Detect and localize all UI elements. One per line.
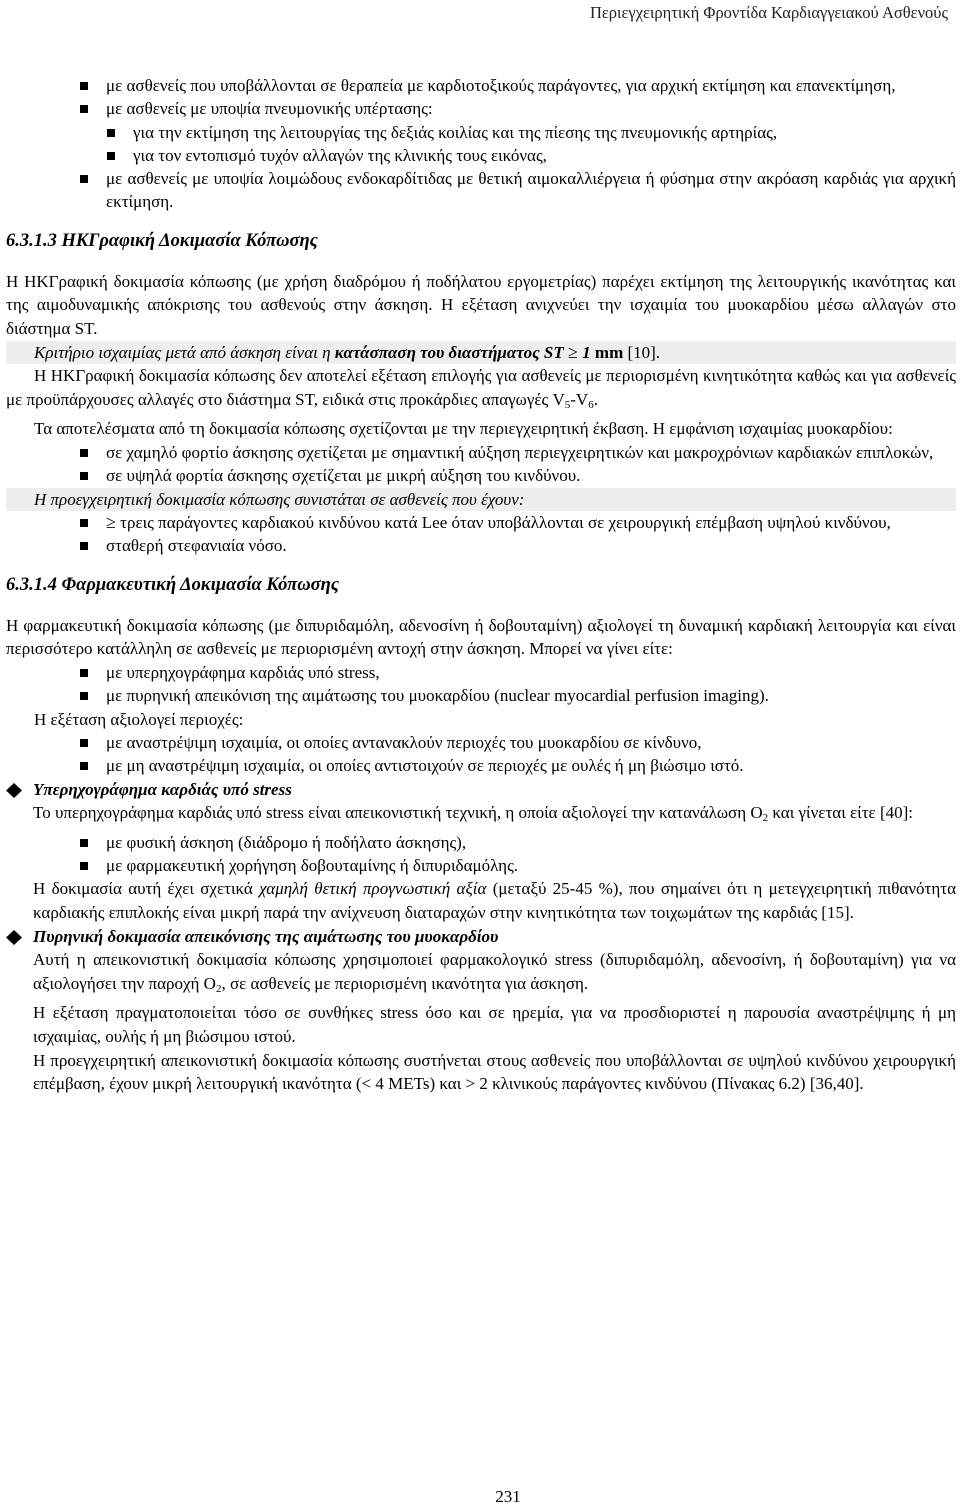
square-bullet-icon (80, 105, 88, 113)
square-bullet-icon (107, 152, 115, 160)
list-item: με ασθενείς με υποψία πνευμονικής υπέρτασης: (6, 97, 956, 120)
diamond-bullet-icon (6, 783, 22, 798)
paragraph: Η ΗΚΓραφική δοκιμασία κόπωσης δεν αποτελεί εξέταση επιλογής για ασθενείς με περιορισμένη κινητικότητα καθώς και για ασθενείς με προϋπάρχουσες αλλαγές στο διάστημα ST, ειδικά στις προκάρδιες απαγωγές $V_5-V_6$. (6, 366, 956, 411)
list-item: σταθερή στεφανιαία νόσο. (6, 534, 956, 557)
paragraph: Η προεγχειρητική απεικονιστική δοκιμασία κόπωσης συστήνεται στους ασθενείς που υποβάλλονται σε υψηλού κινδύνου χειρουργική επέμβαση, έχουν μικρή λειτουργική ικανότητα (< 4 METs) και > 2 κλινικούς παράγοντες κινδύνου (Πίνακας 6.2) [36,40]. (33, 1050, 956, 1094)
square-bullet-icon (80, 472, 88, 480)
list-item: με ασθενείς με υποψία λοιμώδους ενδοκαρδίτιδας με θετική αιμοκαλλιέργεια ή φύσημα στην ακρόαση καρδιάς για αρχική εκτίμηση. (6, 167, 956, 214)
list-item: με ασθενείς που υποβάλλονται σε θεραπεία με καρδιοτοξικούς παράγοντες, για αρχική εκτίμηση και επανεκτίμηση, (6, 74, 956, 97)
paragraph: Η φαρμακευτική δοκιμασία κόπωσης (με διπυριδαμόλη, αδενοσίνη ή δοβουταμίνη) αξιολογεί τη δυναμική καρδιακή λειτουργία και είναι περισσότερο κατάλληλη σε ασθενείς με περιορισμένη αντοχή στην άσκηση. Μπορεί να γίνει είτε: (6, 615, 956, 659)
paragraph: Η ΗΚΓραφική δοκιμασία κόπωσης (με χρήση διαδρόμου ή ποδήλατου εργομετρίας) παρέχει εκτίμηση της λειτουργικής ικανότητας και της αιμοδυναμικής απόκρισης του ασθενούς στην άσκηση. Η εξέταση ανιχνεύει την ισχαιμία του μυοκαρδίου μέσω αλλαγών στο διάστημα ST. (6, 271, 956, 338)
page-number: 231 (495, 1487, 521, 1506)
list-item: με πυρηνική απεικόνιση της αιμάτωσης του μυοκαρδίου (nuclear myocardial perfusion imaging). (6, 684, 956, 707)
recommendation-line: Η προεγχειρητική δοκιμασία κόπωσης συνιστάται σε ασθενείς που έχουν: (6, 488, 956, 512)
square-bullet-icon (80, 669, 88, 677)
list-item: ≥ τρεις παράγοντες καρδιακού κινδύνου κατά Lee όταν υποβάλλονται σε χειρουργική επέμβαση υψηλού κινδύνου, (6, 511, 956, 534)
subsection-title: Πυρηνική δοκιμασία απεικόνισης της αιμάτωσης του μυοκαρδίου (6, 925, 956, 949)
list-item: για την εκτίμηση της λειτουργίας της δεξιάς κοιλίας και της πίεσης της πνευμονικής αρτηρίας, (6, 121, 956, 144)
square-bullet-icon (80, 82, 88, 90)
square-bullet-icon (80, 175, 88, 183)
list-item: με αναστρέψιμη ισχαιμία, οι οποίες αντανακλούν περιοχές του μυοκαρδίου σε κίνδυνο, (6, 731, 956, 754)
criterion-line: Κριτήριο ισχαιμίας μετά από άσκηση είναι η κατάσπαση του διαστήματος ST ≥ 1 mm [10]. (6, 341, 956, 365)
paragraph: Το υπερηχογράφημα καρδιάς υπό stress είναι απεικονιστική τεχνική, η οποία αξιολογεί την κατανάλωση $O_2$ και γίνεται είτε [40]: (33, 803, 913, 825)
paragraph: Αυτή η απεικονιστική δοκιμασία κόπωσης χρησιμοποιεί φαρμακολογικό stress (διπυριδαμόλη, αδενοσίνη, ή δοβουταμίνη) για να αξιολογήσει την παροχή $O_2$, σε ασθενείς με περιορισμένη ικανότητα για άσκηση. (33, 950, 956, 995)
list-item: με μη αναστρέψιμη ισχαιμία, οι οποίες αντιστοιχούν σε περιοχές με ουλές ή μη βιώσιμο ιστό. (6, 754, 956, 777)
square-bullet-icon (80, 519, 88, 527)
square-bullet-icon (80, 862, 88, 870)
page-body (6, 74, 956, 1096)
list-item: με υπερηχογράφημα καρδιάς υπό stress, (6, 661, 956, 684)
list-item: με φυσική άσκηση (διάδρομο ή ποδήλατο άσκησης), (6, 831, 956, 854)
diamond-bullet-icon (6, 930, 22, 945)
list-item: με φαρμακευτική χορήγηση δοβουταμίνης ή διπυριδαμόλης. (6, 854, 956, 877)
square-bullet-icon (107, 129, 115, 137)
subsection-title: Υπερηχογράφημα καρδιάς υπό stress (6, 778, 956, 802)
list-item: σε χαμηλό φορτίο άσκησης σχετίζεται με σημαντική αύξηση περιεγχειρητικών και μακροχρόνιων καρδιακών επιπλοκών, (6, 441, 956, 464)
square-bullet-icon (80, 739, 88, 747)
list-item: για τον εντοπισμό τυχόν αλλαγών της κλινικής τους εικόνας, (6, 144, 956, 167)
running-header: Περιεγχειρητική Φροντίδα Καρδιαγγειακού Ασθενούς (589, 3, 948, 22)
square-bullet-icon (80, 692, 88, 700)
paragraph: Η δοκιμασία αυτή έχει σχετικά χαμηλή θετική προγνωστική αξία (μεταξύ 25-45 %), που σημαίνει ότι η μετεγχειρητική πιθανότητα καρδιακής επιπλοκής είναι μικρή παρά την ανίχνευση διαταραχών στην κινητικότητα των τοιχωμάτων της καρδιάς [15]. (33, 879, 956, 923)
list-item: σε υψηλά φορτία άσκησης σχετίζεται με μικρή αύξηση του κινδύνου. (6, 464, 956, 487)
paragraph: Τα αποτελέσματα από τη δοκιμασία κόπωσης σχετίζονται με την περιεγχειρητική έκβαση. Η εμφάνιση ισχαιμίας μυοκαρδίου: (34, 419, 893, 439)
section-heading-6314: 6.3.1.4 Φαρμακευτική Δοκιμασία Κόπωσης (6, 574, 339, 595)
square-bullet-icon (80, 839, 88, 847)
square-bullet-icon (80, 762, 88, 770)
paragraph: Η εξέταση αξιολογεί περιοχές: (34, 709, 244, 729)
square-bullet-icon (80, 449, 88, 457)
section-heading-6313: 6.3.1.3 ΗΚΓραφική Δοκιμασία Κόπωσης (6, 230, 318, 251)
paragraph: Η εξέταση πραγματοποιείται τόσο σε συνθήκες stress όσο και σε ηρεμία, για να προσδιοριστεί η παρουσία αναστρέψιμης ή μη ισχαιμίας, ουλής ή μη βιώσιμου ιστού. (33, 1003, 956, 1047)
square-bullet-icon (80, 542, 88, 550)
